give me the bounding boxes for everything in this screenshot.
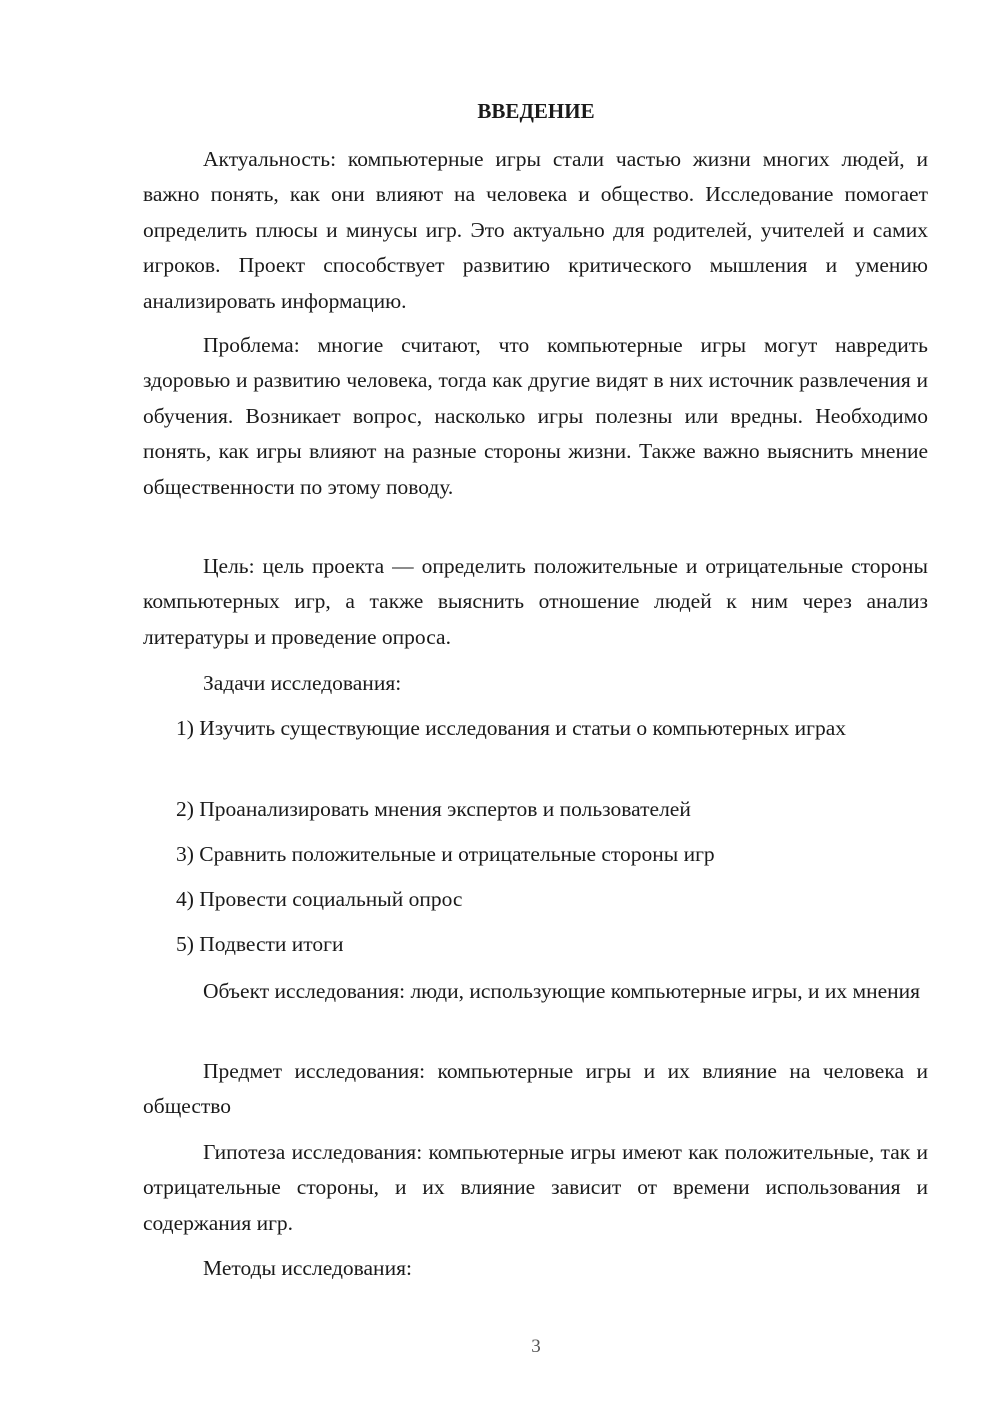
task-item-5: 5) Подвести итоги: [176, 932, 344, 956]
tasks-heading: Задачи исследования:: [203, 671, 402, 695]
task-item-1: 1) Изучить существующие исследования и статьи о компьютерных играх: [176, 716, 847, 740]
problem-paragraph: Проблема: многие считают, что компьютерные игры могут навредить здоровью и развитию человека, тогда как другие видят в них источник развлечения и обучения. Возникает вопрос, насколько игры полезны или вредны. Необходимо понять, как игры влияют на разные стороны жизни. Также важно выяснить мнение общественности по этому поводу.: [143, 333, 928, 499]
subject-paragraph: Предмет исследования: компьютерные игры и их влияние на человека и общество: [143, 1059, 928, 1119]
page-title: ВВЕДЕНИЕ: [477, 99, 595, 123]
page-number: 3: [531, 1336, 541, 1357]
methods-heading: Методы исследования:: [203, 1256, 412, 1280]
task-item-3: 3) Сравнить положительные и отрицательные стороны игр: [176, 842, 715, 866]
task-item-2: 2) Проанализировать мнения экспертов и пользователей: [176, 797, 691, 821]
object-paragraph: Объект исследования: люди, использующие компьютерные игры, и их мнения: [203, 979, 921, 1003]
hypothesis-paragraph: Гипотеза исследования: компьютерные игры имеют как положительные, так и отрицательные стороны, и их влияние зависит от времени использования и содержания игр.: [143, 1140, 928, 1235]
task-item-4: 4) Провести социальный опрос: [176, 887, 463, 911]
goal-paragraph: Цель: цель проекта — определить положительные и отрицательные стороны компьютерных игр, а также выяснить отношение людей к ним через анализ литературы и проведение опроса.: [143, 554, 928, 649]
relevance-paragraph: Актуальность: компьютерные игры стали частью жизни многих людей, и важно понять, как они влияют на человека и общество. Исследование помогает определить плюсы и минусы игр. Это актуально для родителей, учителей и самих игроков. Проект способствует развитию критического мышления и умению анализировать информацию.: [143, 147, 928, 313]
